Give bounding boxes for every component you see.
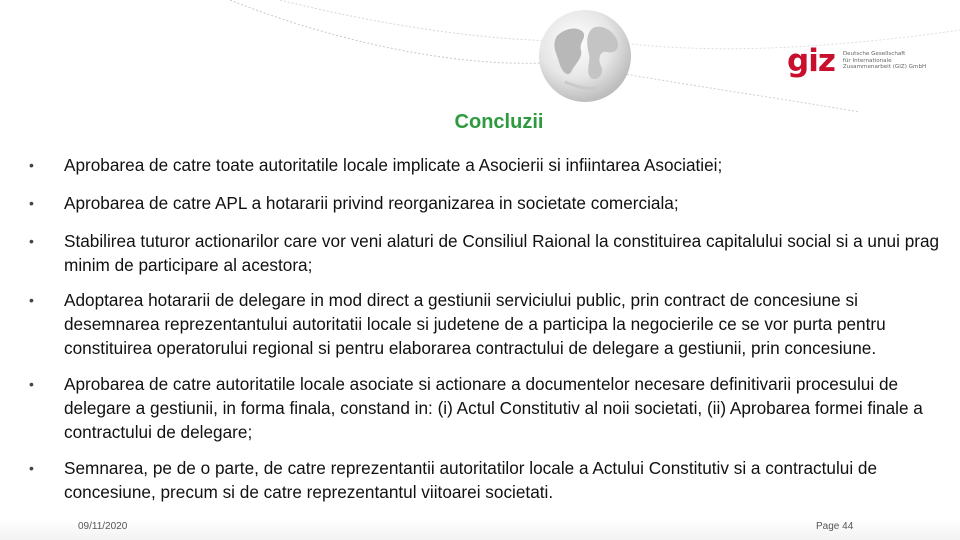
bullet-text: Aprobarea de catre APL a hotararii privind reorganizarea in societate comerciala;: [64, 193, 679, 213]
bullet-dot-icon: •: [29, 157, 34, 173]
bullet-item: [26, 229, 951, 277]
bullet-text: Semnarea, pe de o parte, de catre reprezentantii autoritatilor locale a Actului Constitutiv si a contractului de concesiune, precum si de catre reprezentantul viitoarei societati.: [64, 458, 878, 502]
bullet-item: [26, 153, 951, 177]
slide-title: Concluzii: [454, 111, 544, 133]
bullet-dot-icon: •: [29, 292, 34, 308]
giz-logo-mark: giz: [787, 43, 835, 79]
globe-icon: [535, 6, 635, 106]
conclusions-list: [26, 153, 951, 504]
bullet-dot-icon: •: [29, 233, 34, 249]
bullet-dot-icon: •: [29, 460, 34, 476]
footer-date: 09/11/2020: [78, 521, 128, 532]
page-number: Page 44: [816, 521, 854, 532]
bullet-item: [26, 288, 951, 360]
bullet-text: Aprobarea de catre autoritatile locale asociate si actionare a documentelor necesare definitivarii procesului de delegare a gestiunii, in forma finala, constand in: (i) Actul Constitutiv al noii societati, (ii) Aprobarea formei finale a contractului de delegare;: [64, 374, 923, 442]
bullet-item: [26, 372, 951, 444]
bullet-dot-icon: •: [29, 376, 34, 392]
bullet-item: [26, 191, 951, 215]
logo-line: Deutsche Gesellschaft: [842, 51, 906, 58]
giz-logo-text: [843, 51, 926, 70]
bullet-text: Adoptarea hotararii de delegare in mod direct a gestiunii serviciului public, prin contract de concesiune si desemnarea reprezentantului autoritatii locale si judetene de a participa la negocierile ce se vor purta pentru constituirea operatorului regional si pentru elaborarea contractului de delegare a gestiunii, prin concesiune.: [64, 290, 886, 358]
logo-line: Zusammenarbeit (GIZ) GmbH: [842, 64, 927, 71]
bullet-dot-icon: •: [29, 195, 34, 211]
logo-line: für Internationale: [842, 57, 892, 64]
bullet-text: Aprobarea de catre toate autoritatile locale implicate a Asocierii si infiintarea Asociatiei;: [64, 155, 723, 175]
bullet-text: Stabilirea tuturor actionarilor care vor veni alaturi de Consiliul Raional la constituirea capitalului social si a unui prag minim de participare al acestora;: [64, 231, 940, 275]
giz-logo: [787, 43, 927, 79]
bullet-item: [26, 456, 951, 504]
